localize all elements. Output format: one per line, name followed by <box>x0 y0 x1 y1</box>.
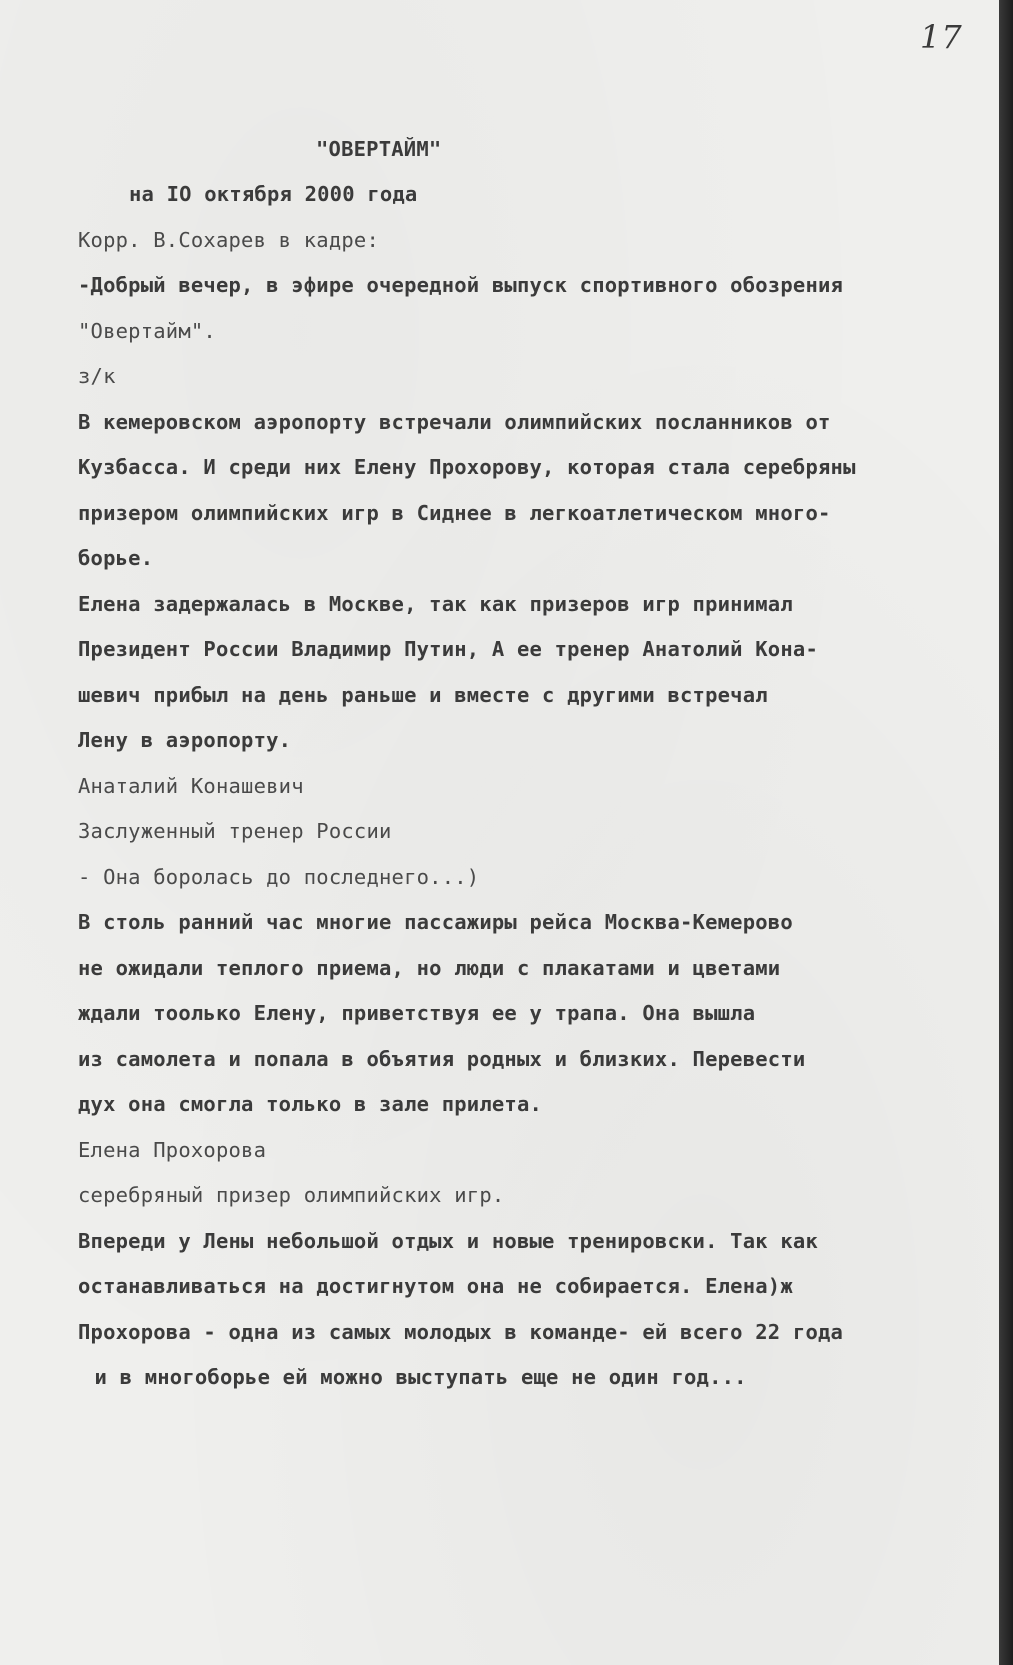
text-line: В столь ранний час многие пассажиры рейса Москва-Кемерово <box>78 910 793 934</box>
text-line: "Овертайм". <box>78 319 216 343</box>
text-line: и в многоборье ей можно выступать еще не один год... <box>82 1365 747 1389</box>
text-line: Корр. В.Сохарев в кадре: <box>78 228 380 252</box>
text-line: В кемеровском аэропорту встречали олимпийских посланников от <box>78 410 831 434</box>
date-line: на IO октября 2000 года <box>129 182 418 206</box>
page-edge-shadow <box>999 0 1013 1665</box>
text-line: -Добрый вечер, в эфире очередной выпуск спортивного обозрения <box>78 273 844 297</box>
text-line: призером олимпийских игр в Сиднее в легкоатлетическом много- <box>78 501 831 525</box>
text-line: дух она смогла только в зале прилета. <box>78 1092 543 1116</box>
text-line: Елена задержалась в Москве, так как призеров игр принимал <box>78 592 793 616</box>
text-line: Кузбасса. И среди них Елену Прохорову, которая стала серебряны <box>78 455 856 479</box>
text-line: Впереди у Лены небольшой отдых и новые тренировски. Так как <box>78 1229 818 1253</box>
text-line: Президент России Владимир Путин, А ее тренер Анатолий Кона- <box>78 637 818 661</box>
page-number: 17 <box>920 18 963 56</box>
text-line: не ожидали теплого приема, но люди с плакатами и цветами <box>78 956 781 980</box>
text-line: из самолета и попала в объятия родных и близких. Перевести <box>78 1047 806 1071</box>
text-line: - Она боролась до последнего...) <box>78 865 480 889</box>
text-line: останавливаться на достигнутом она не собирается. Елена)ж <box>78 1274 793 1298</box>
text-line: Елена Прохорова <box>78 1138 267 1162</box>
text-line: Анаталий Конашевич <box>78 774 304 798</box>
text-line: Заслуженный тренер России <box>78 819 392 843</box>
text-line: серебряный призер олимпийских игр. <box>78 1183 505 1207</box>
text-line: з/к <box>78 364 116 388</box>
text-line: Прохорова - одна из самых молодых в команде- ей всего 22 года <box>78 1320 844 1344</box>
text-line: Лену в аэропорту. <box>78 728 292 752</box>
text-line: шевич прибыл на день раньше и вместе с другими встречал <box>78 683 768 707</box>
text-line: ждали тоолько Елену, приветствуя ее у трапа. Она вышла <box>78 1001 756 1025</box>
document-title: "ОВЕРТАЙМ" <box>316 137 442 161</box>
text-line: борье. <box>78 546 154 570</box>
